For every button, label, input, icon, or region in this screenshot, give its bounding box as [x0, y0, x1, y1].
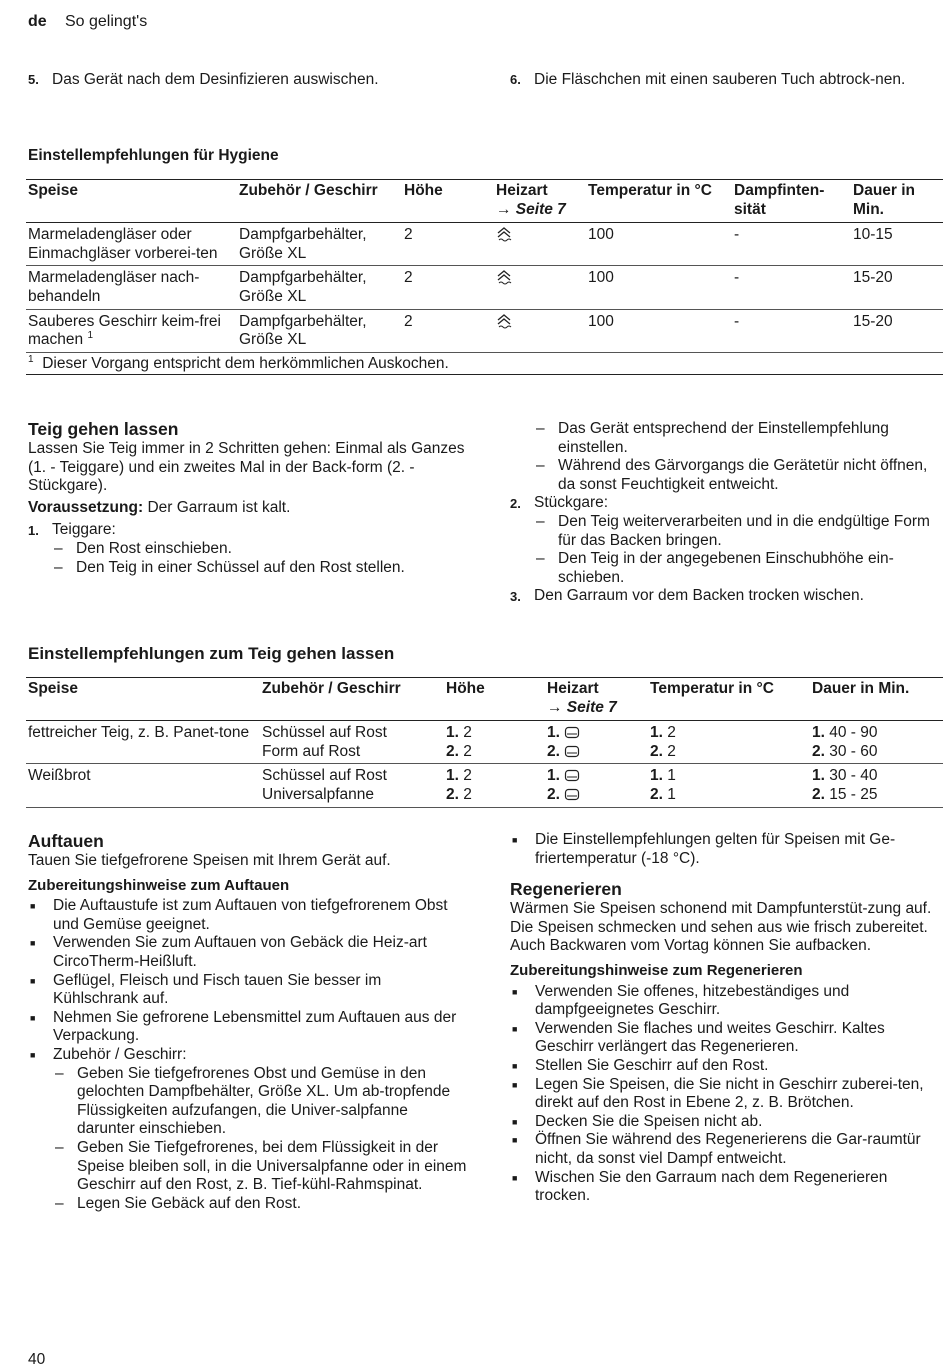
cell-food — [26, 309, 237, 352]
hygiene-table — [26, 179, 943, 375]
cell-temp: 100 — [586, 266, 732, 309]
accessory-2: Universalpfanne — [262, 785, 375, 803]
list-item — [28, 521, 468, 577]
table-footnote-row — [26, 352, 943, 375]
cell-heat — [494, 309, 586, 352]
col-header: Speise — [26, 678, 260, 721]
teig-section — [28, 418, 468, 577]
header-lang: de — [28, 13, 47, 30]
teig-table-title: Einstellempfehlungen zum Teig gehen lassen — [28, 644, 395, 663]
step-number: 1. — [650, 767, 663, 785]
list-item: ■ Stellen Sie Geschirr auf den Rost. — [510, 1057, 940, 1076]
time-1: 30 - 40 — [829, 767, 878, 785]
step-number: 2. — [650, 742, 663, 760]
cell-steam: - — [732, 266, 851, 309]
footnote — [26, 352, 943, 375]
page-header — [28, 13, 147, 32]
step-text: Stückgare: — [534, 494, 609, 512]
col-header: Dampfinten-sität — [732, 180, 851, 223]
step-number: 2. — [650, 785, 663, 803]
precondition-label: Voraussetzung: — [28, 498, 144, 516]
auftauen-list — [28, 897, 468, 1213]
regenerieren-intro: Wärmen Sie Speisen schonend mit Dampfunterstüt-zung auf. Die Speisen schmecken und sehen aus wie frisch zubereitet. Auch Backwaren vom Vortag können Sie aufbacken. — [510, 900, 932, 955]
sub-list — [510, 420, 935, 494]
col-header — [494, 180, 586, 223]
list-item: ■ Öffnen Sie während des Regenerierens die Gar-raumtür nicht, da sonst viel Dampf entweicht. — [510, 1131, 940, 1168]
list-item: ■ Verwenden Sie offenes, hitzebeständiges und dampfgeeignetes Geschirr. — [510, 983, 940, 1020]
list-item: – Während des Gärvorgangs die Gerätetür nicht öffnen, da sonst Feuchtigkeit entweicht. — [534, 457, 935, 494]
cell-temp — [648, 764, 810, 807]
teig-table — [26, 677, 943, 808]
step-number: 2. — [812, 785, 825, 803]
col-header: Temperatur in °C — [648, 678, 810, 721]
list-item — [510, 494, 935, 587]
table-row — [26, 266, 943, 309]
col-header-text: Heizart — [496, 182, 548, 199]
level-2: 2 — [463, 742, 472, 760]
list-item: – Legen Sie Gebäck auf den Rost. — [53, 1195, 468, 1214]
time-2: 15 - 25 — [829, 785, 878, 803]
col-header: Zubehör / Geschirr — [260, 678, 444, 721]
header-title: So gelingt's — [64, 13, 148, 30]
cell-accessory — [260, 764, 444, 807]
table-header-row — [26, 678, 943, 721]
cell-heat — [545, 764, 648, 807]
list-item: – Den Rost einschieben. — [52, 540, 468, 559]
step-number: 2. — [812, 742, 825, 760]
step-number: 1. — [547, 767, 560, 785]
cell-time — [810, 721, 943, 764]
list-item: – Den Teig in einer Schüssel auf den Rost stellen. — [52, 559, 468, 578]
step-text: Das Gerät nach dem Desinfizieren auswischen. — [52, 71, 379, 88]
cell-food: Weißbrot — [26, 764, 260, 807]
cell-food: fettreicher Teig, z. B. Panet-tone — [26, 721, 260, 764]
step-number: 3. — [510, 589, 521, 605]
cell-temp — [648, 721, 810, 764]
temp-2: 1 — [667, 785, 676, 803]
list-item: ■ Verwenden Sie flaches und weites Geschirr. Kaltes Geschirr verlängert das Regenerieren. — [510, 1020, 940, 1057]
cell-heat — [545, 721, 648, 764]
step-number: 1. — [547, 724, 560, 742]
col-header: Dauer in Min. — [851, 180, 943, 223]
table-row — [26, 764, 943, 807]
list-item — [510, 587, 935, 606]
list-item: ■ Decken Sie die Speisen nicht ab. — [510, 1113, 940, 1132]
table-header-row — [26, 180, 943, 223]
col-header: Zubehör / Geschirr — [237, 180, 402, 223]
cell-temp: 100 — [586, 309, 732, 352]
section-title: Auftauen — [28, 831, 104, 851]
col-header — [545, 678, 648, 721]
accessory-1: Schüssel auf Rost — [262, 767, 387, 785]
accessory-2: Form auf Rost — [262, 742, 361, 760]
level-2: 2 — [463, 785, 472, 803]
footnote-ref: 1 — [87, 330, 94, 341]
teig-steps — [28, 521, 468, 577]
subsection-title: Zubereitungshinweise zum Auftauen — [28, 876, 290, 894]
list-item: – Das Gerät entsprechend der Einstellempfehlung einstellen. — [534, 420, 935, 457]
cell-accessory: Dampfgarbehälter, Größe XL — [237, 309, 402, 352]
sub-list — [52, 540, 468, 577]
sub-list — [534, 513, 935, 587]
step-number: 2. — [446, 785, 459, 803]
teig-steps-cont — [510, 494, 935, 606]
cell-food: Marmeladengläser oder Einmachgläser vorberei-ten — [26, 223, 237, 266]
subsection-title: Zubereitungshinweise zum Regenerieren — [510, 961, 803, 979]
step-text: Teiggare: — [52, 521, 116, 539]
list-item: ■ Geflügel, Fleisch und Fisch tauen Sie besser im Kühlschrank auf. — [28, 972, 468, 1009]
cell-steam: - — [732, 223, 851, 266]
cell-level: 2 — [402, 266, 494, 309]
proofing-icon — [564, 726, 580, 739]
list-item — [28, 1046, 468, 1213]
cell-steam: - — [732, 309, 851, 352]
table-row — [26, 223, 943, 266]
list-item: ■ Nehmen Sie gefrorene Lebensmittel zum Auftauen aus der Verpackung. — [28, 1009, 468, 1046]
cell-level: 2 — [402, 309, 494, 352]
steam-icon — [496, 313, 512, 329]
step-number: 2. — [510, 496, 521, 512]
list-item: ■ Die Auftaustufe ist zum Auftauen von tiefgefrorenem Obst und Gemüse geeignet. — [28, 897, 468, 934]
cell-level — [444, 721, 545, 764]
cell-time: 10-15 — [851, 223, 943, 266]
food-text: Sauberes Geschirr keim-frei machen — [28, 312, 221, 349]
time-1: 40 - 90 — [829, 724, 878, 742]
list-item: – Geben Sie tiefgefrorenes Obst und Gemüse in den gelochten Dampfbehälter, Größe XL. Um ab-tropfende Flüssigkeiten aufzufangen, die Univer-salpfanne darunter einschieben. — [53, 1065, 468, 1139]
hygiene-table-title: Einstellempfehlungen für Hygiene — [28, 147, 279, 164]
step-number: 1. — [812, 767, 825, 785]
step-number: 1. — [28, 523, 39, 539]
precondition-text: Der Garraum ist kalt. — [147, 498, 291, 516]
proofing-icon — [564, 745, 580, 758]
cell-temp: 100 — [586, 223, 732, 266]
cell-accessory — [260, 721, 444, 764]
step-number: 1. — [650, 724, 663, 742]
step-number: 1. — [446, 767, 459, 785]
footnote-mark: 1 — [28, 353, 34, 365]
level-1: 2 — [463, 767, 472, 785]
step-number: 2. — [547, 742, 560, 760]
cell-time: 15-20 — [851, 309, 943, 352]
item-text: Zubehör / Geschirr: — [53, 1045, 187, 1063]
step-text: Den Garraum vor dem Backen trocken wischen. — [534, 587, 864, 605]
step-number: 6. — [510, 72, 521, 87]
step-number: 5. — [28, 72, 39, 87]
temp-1: 1 — [667, 767, 676, 785]
auftauen-intro: Tauen Sie tiefgefrorene Speisen mit Ihrem Gerät auf. — [28, 852, 391, 869]
table-row — [26, 721, 943, 764]
regenerieren-list — [510, 983, 940, 1206]
step-number: 2. — [446, 742, 459, 760]
cell-heat — [494, 223, 586, 266]
section-title: Regenerieren — [510, 879, 622, 900]
table-row — [26, 309, 943, 352]
teig-intro: Lassen Sie Teig immer in 2 Schritten gehen: Einmal als Ganzes (1. - Teiggare) und ein zweites Mal in der Back-form (2. - Stückgare). — [28, 440, 465, 495]
right-column — [510, 831, 940, 1206]
list-item: ■ Verwenden Sie zum Auftauen von Gebäck die Heiz-art CircoTherm-Heißluft. — [28, 934, 468, 971]
sub-list — [53, 1065, 468, 1214]
cell-accessory: Dampfgarbehälter, Größe XL — [237, 223, 402, 266]
cell-time: 15-20 — [851, 266, 943, 309]
col-header: Speise — [26, 180, 237, 223]
cell-heat — [494, 266, 586, 309]
auftauen-section — [28, 830, 468, 1213]
list-item: ■ Wischen Sie den Garraum nach dem Regenerieren trocken. — [510, 1169, 940, 1206]
cell-accessory: Dampfgarbehälter, Größe XL — [237, 266, 402, 309]
col-header: Höhe — [444, 678, 545, 721]
list-item: ■ Die Einstellempfehlungen gelten für Speisen mit Ge-friertemperatur (-18 °C). — [510, 831, 940, 868]
col-header-text: Heizart — [547, 680, 599, 697]
step-number: 2. — [547, 785, 560, 803]
col-header: Dauer in Min. — [810, 678, 943, 721]
cell-level — [444, 764, 545, 807]
steam-icon — [496, 269, 512, 285]
teig-section-cont — [510, 420, 935, 606]
temp-2: 2 — [667, 742, 676, 760]
step-6 — [510, 71, 930, 90]
list-item: – Geben Sie Tiefgefrorenes, bei dem Flüssigkeit in der Speise bleiben soll, in die Universalpfanne oder in einem Geschirr auf den Rost, z. B. Tief-kühl-Rahmspinat. — [53, 1139, 468, 1195]
col-header: Höhe — [402, 180, 494, 223]
steam-icon — [496, 226, 512, 242]
page-reference: → Seite 7 — [496, 200, 566, 218]
step-number: 1. — [446, 724, 459, 742]
proofing-icon — [564, 788, 580, 801]
section-title: Teig gehen lassen — [28, 419, 179, 439]
precondition — [28, 499, 468, 518]
proofing-icon — [564, 769, 580, 782]
page-reference: → Seite 7 — [547, 698, 617, 716]
step-5 — [28, 71, 448, 90]
list-item: – Den Teig in der angegebenen Einschubhöhe ein-schieben. — [534, 550, 935, 587]
accessory-1: Schüssel auf Rost — [262, 724, 387, 742]
list-item: – Den Teig weiterverarbeiten und in die endgültige Form für das Backen bringen. — [534, 513, 935, 550]
time-2: 30 - 60 — [829, 742, 878, 760]
step-number: 1. — [812, 724, 825, 742]
auftauen-list-cont — [510, 831, 940, 868]
list-item: ■ Legen Sie Speisen, die Sie nicht in Geschirr zuberei-ten, direkt auf den Rost in Ebene 2, z. B. Brötchen. — [510, 1076, 940, 1113]
page-number: 40 — [28, 1351, 46, 1368]
footnote-text: Dieser Vorgang entspricht dem herkömmlichen Auskochen. — [42, 354, 449, 372]
cell-food: Marmeladengläser nach-behandeln — [26, 266, 237, 309]
temp-1: 2 — [667, 724, 676, 742]
cell-level: 2 — [402, 223, 494, 266]
step-text: Die Fläschchen mit einen sauberen Tuch abtrock-nen. — [534, 71, 906, 88]
cell-time — [810, 764, 943, 807]
level-1: 2 — [463, 724, 472, 742]
col-header: Temperatur in °C — [586, 180, 732, 223]
